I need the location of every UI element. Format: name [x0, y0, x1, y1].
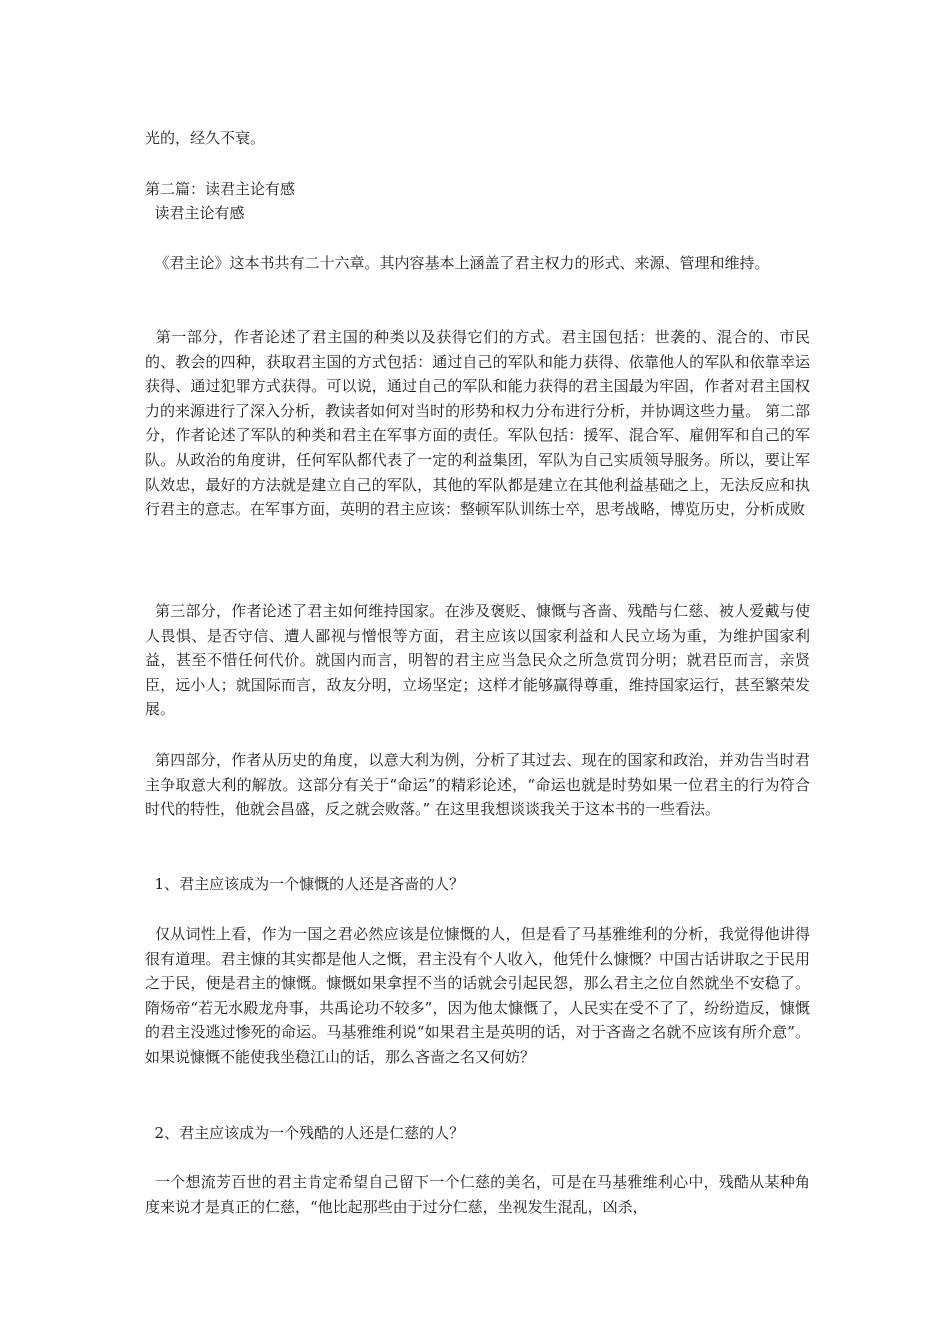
paragraph-part1-2: 第一部分，作者论述了君主国的种类以及获得它们的方式。君主国包括：世袭的、混合的、市民的、教会的四种，获取君主国的方式包括：通过自己的军队和能力获得、依靠他人的军队和依靠幸运获得、通过犯罪方式获得。可以说，通过自己的军队和能力获得的君主国最为牢固，作者对君主国权力的来源进行了深入分析，教读者如何对当时的形势和权力分布进行分析，并协调这些力量。 第二部分，作者论述了军队的种类和君主在军事方面的责任。军队包括：援军、混合军、雇佣军和自己的军队。从政治的角度讲，任何军队都代表了一定的利益集团，军队为自己实质领导服务。所以，要让军队效忠，最好的方法就是建立自己的军队，其他的军队都是建立在其他利益基础之上，无法反应和执行君主的意志。在军事方面，英明的君主应该：整顿军队训练士卒，思考战略，博览历史，分析成败: [145, 328, 810, 519]
opening-line: 光的，经久不衰。: [145, 129, 266, 147]
answer-1: 仅从词性上看，作为一国之君必然应该是位慷慨的人，但是看了马基雅维利的分析，我觉得他讲得很有道理。君主慷的其实都是他人之慨，君主没有个人收入，他凭什么慷慨？中国古话讲取之于民用之于民，便是君主的慷慨。慷慨如果拿捏不当的话就会引起民怨，那么君主之位自然就坐不安稳了。隋炀帝“若无水殿龙舟事，共禹论功不较多”，因为他太慷慨了，人民实在受不了了，纷纷造反，慷慨的君主没逃过惨死的命运。马基雅维利说“如果君主是英明的话，对于吝啬之名就不应该有所介意”。如果说慷慨不能使我坐稳江山的话，那么吝啬之名又何妨？: [145, 925, 810, 1066]
paragraph-intro: 《君主论》这本书共有二十六章。其内容基本上涵盖了君主权力的形式、来源、管理和维持。: [145, 254, 770, 272]
paragraph-part4: 第四部分，作者从历史的角度，以意大利为例，分析了其过去、现在的国家和政治，并劝告当时君主争取意大利的解放。这部分有关于“命运”的精彩论述，“命运也就是时势如果一位君主的行为符合时代的特性，他就会昌盛，反之就会败落。” 在这里我想谈谈我关于这本书的一些看法。: [145, 751, 810, 819]
answer-2: 一个想流芳百世的君主肯定希望自己留下一个仁慈的美名，可是在马基雅维利心中，残酷从某种角度来说才是真正的仁慈，“他比起那些由于过分仁慈，坐视发生混乱，凶杀，: [145, 1173, 810, 1216]
sub-title: 读君主论有感: [145, 204, 245, 222]
question-2: 2、君主应该成为一个残酷的人还是仁慈的人？: [145, 1124, 465, 1142]
chapter-title: 第二篇：读君主论有感: [145, 180, 296, 198]
question-1: 1、君主应该成为一个慷慨的人还是吝啬的人？: [145, 875, 465, 893]
paragraph-part3: 第三部分，作者论述了君主如何维持国家。在涉及褒贬、慷慨与吝啬、残酷与仁慈、被人爱戴与使人畏惧、是否守信、遭人鄙视与憎恨等方面，君主应该以国家利益和人民立场为重，为维护国家利益，甚至不惜任何代价。就国内而言，明智的君主应当急民众之所急赏罚分明；就君臣而言，亲贤臣，远小人；就国际而言，敌友分明，立场坚定；这样才能够赢得尊重，维持国家运行，甚至繁荣发展。: [145, 602, 810, 719]
